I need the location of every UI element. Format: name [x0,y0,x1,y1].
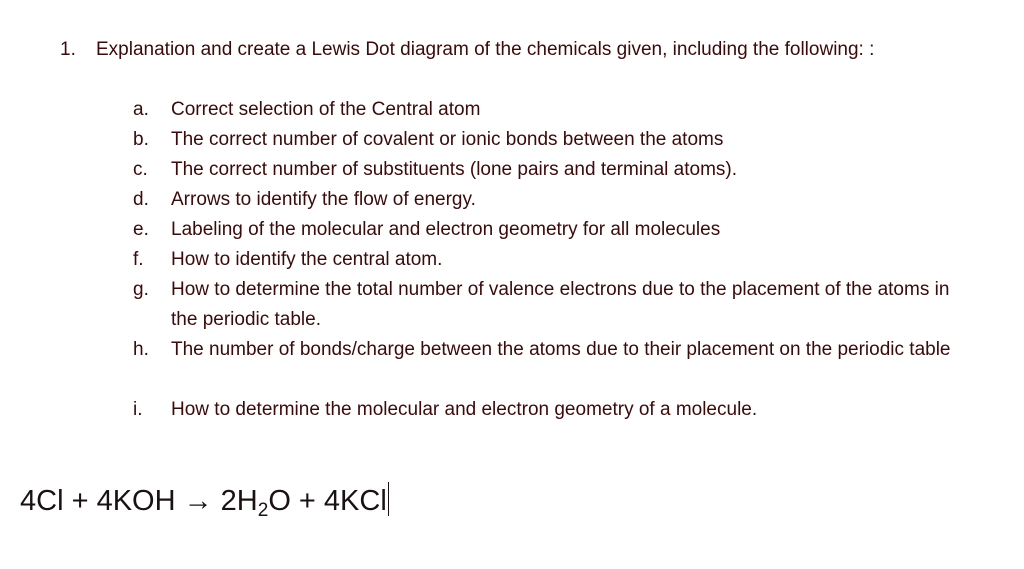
list-item-letter: f. [133,249,144,270]
list-item-text: Labeling of the molecular and electron geometry for all molecules [171,219,721,240]
list-item-letter: a. [133,99,149,120]
list-item-letter: i. [133,399,143,420]
list-item [0,125,1024,155]
equation-reactants: 4Cl + 4KOH → 2H [20,485,258,517]
list-item-text: How to identify the central atom. [171,249,443,270]
text-cursor [388,482,390,516]
list-item-letter: g. [133,279,149,300]
list-item [0,245,1024,275]
list-item-letter: e. [133,219,149,240]
list-item-text: How to determine the molecular and electron geometry of a molecule. [171,399,758,420]
list-item-letter: d. [133,189,149,210]
list-item [0,155,1024,185]
list-item-text: The correct number of substituents (lone pairs and terminal atoms). [171,159,738,180]
list-item [0,185,1024,215]
list-item-text: Correct selection of the Central atom [171,99,481,120]
list-item-text: The number of bonds/charge between the atoms due to their placement on the periodic table [171,339,951,360]
requirements-list [0,95,1024,425]
equation-products: O + 4KCl [268,485,387,517]
list-item [0,215,1024,245]
list-item-letter: h. [133,339,149,360]
question-number: 1. [60,39,76,60]
list-item-letter: c. [133,159,148,180]
list-item-text: Arrows to identify the flow of energy. [171,189,476,210]
chemical-equation[interactable] [20,482,389,519]
list-item [0,275,1024,335]
list-item [0,335,1024,395]
list-item-letter: b. [133,129,149,150]
list-item-text: How to determine the total number of valence electrons due to the placement of the atoms in the periodic table. [171,279,950,330]
list-item-text: The correct number of covalent or ionic bonds between the atoms [171,129,724,150]
equation-subscript: 2 [257,500,269,521]
question-text: Explanation and create a Lewis Dot diagram of the chemicals given, including the following: : [96,39,875,60]
list-item [0,395,1024,425]
list-item [0,95,1024,125]
